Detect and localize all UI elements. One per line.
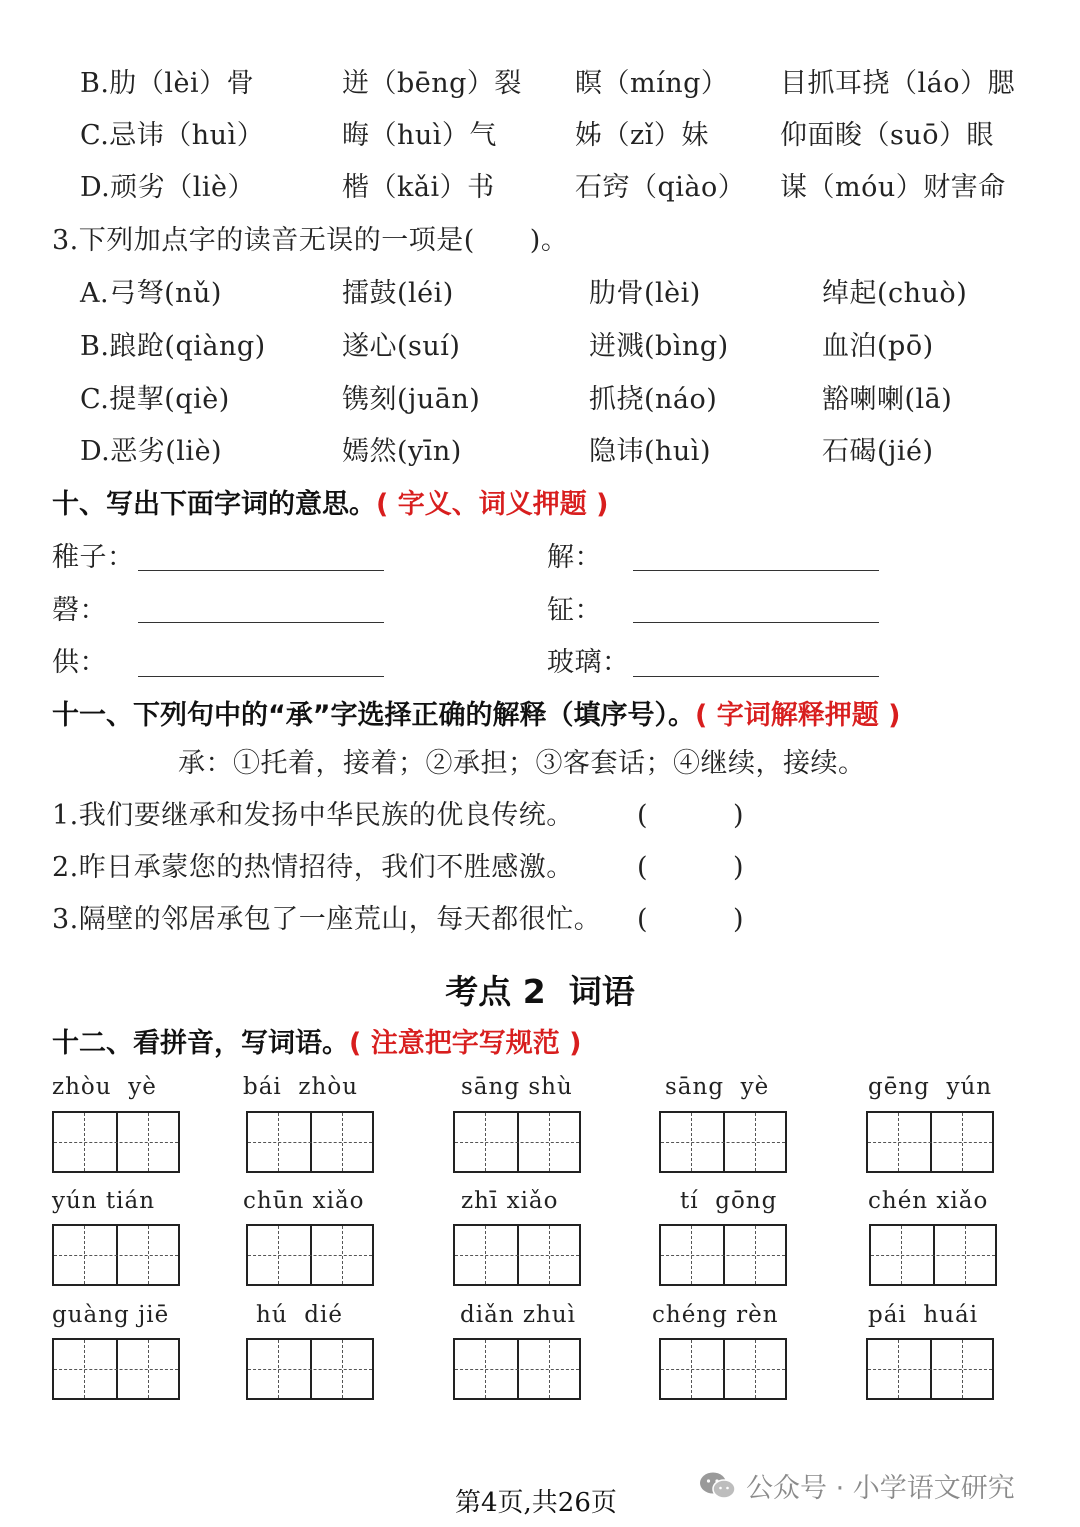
s10-answer-line-3[interactable] [138, 622, 384, 623]
s10-word-4: 钲： [547, 595, 602, 626]
q2-d-4: 谋（móu）财害命 [780, 172, 1006, 203]
section-10-title: 十、写出下面字词的意思。 [52, 489, 376, 520]
s10-word-1: 稚子： [52, 542, 135, 573]
writing-box[interactable] [246, 1338, 374, 1400]
q3-d-4: 石碣(jié) [822, 436, 934, 467]
q2-c-2: 晦（huì）气 [342, 120, 497, 151]
q3-d-3: 隐讳(huì) [589, 436, 711, 467]
pinyin-label: chūn xiǎo [243, 1188, 365, 1214]
section-10-heading [52, 488, 608, 522]
writing-box[interactable] [869, 1224, 997, 1286]
s11-definition: 承：①托着，接着；②承担；③客套话；④继续，接续。 [178, 748, 866, 779]
q3-c-2: 镌刻(juān) [342, 384, 481, 415]
pinyin-label: pái huái [868, 1302, 979, 1328]
section-12-heading [52, 1027, 581, 1061]
s10-answer-line-1[interactable] [138, 570, 384, 571]
writing-box[interactable] [453, 1224, 581, 1286]
s10-word-6: 玻璃： [547, 647, 630, 678]
q3-d-1: D.恶劣(liè) [80, 436, 223, 467]
pinyin-label: yún tián [52, 1188, 156, 1214]
q3-a-1: A.弓弩(nǔ) [80, 278, 222, 309]
s11-paren-open-2[interactable]: ( [637, 852, 649, 883]
section-12-tag: ( 注意把字写规范 ) [349, 1028, 582, 1059]
q2-c-1: C.忌讳（huì） [80, 120, 265, 151]
writing-box[interactable] [453, 1111, 581, 1173]
pinyin-label: bái zhòu [243, 1074, 359, 1100]
s11-paren-open-1[interactable]: ( [637, 800, 649, 831]
q2-b-4: 目抓耳挠（láo）腮 [780, 68, 1015, 99]
pinyin-label: gēng yún [868, 1074, 993, 1100]
pinyin-label: chén xiǎo [868, 1188, 989, 1214]
pinyin-label: zhī xiǎo [461, 1188, 559, 1214]
s10-word-2: 解： [547, 542, 602, 573]
s11-paren-close-2[interactable]: ) [733, 852, 745, 883]
pinyin-label: zhòu yè [52, 1074, 157, 1100]
q2-d-3: 石窍（qiào） [575, 172, 746, 203]
writing-box[interactable] [453, 1338, 581, 1400]
s11-sentence-3: 3.隔壁的邻居承包了一座荒山，每天都很忙。 [52, 904, 602, 935]
section-11-heading [52, 699, 900, 733]
q2-d-2: 楷（kǎi）书 [342, 172, 495, 203]
s11-sentence-2: 2.昨日承蒙您的热情招待，我们不胜感激。 [52, 852, 574, 883]
q3-question: 3.下列加点字的读音无误的一项是( )。 [52, 225, 569, 256]
pinyin-label: guàng jiē [52, 1302, 170, 1328]
pinyin-label: sāng yè [665, 1074, 770, 1100]
pinyin-label: chéng rèn [652, 1302, 779, 1328]
writing-box[interactable] [659, 1338, 787, 1400]
q2-b-1: B.肋（lèi）骨 [80, 68, 255, 99]
pinyin-label: tí gōng [680, 1188, 778, 1214]
q3-c-1: C.提挈(qiè) [80, 384, 230, 415]
q2-b-3: 瞑（míng） [575, 68, 729, 99]
writing-box[interactable] [866, 1338, 994, 1400]
pinyin-label: sāng shù [461, 1074, 573, 1100]
q2-c-3: 姊（zǐ）妹 [575, 120, 709, 151]
s10-answer-line-4[interactable] [633, 622, 879, 623]
pinyin-label: hú dié [256, 1302, 343, 1328]
q3-b-4: 血泊(pō) [822, 331, 934, 362]
kaodian-heading: 考点 2 词语 [445, 972, 635, 1011]
writing-box[interactable] [659, 1111, 787, 1173]
s10-answer-line-6[interactable] [633, 676, 879, 677]
q3-d-2: 嫣然(yīn) [342, 436, 462, 467]
wechat-icon [698, 1470, 738, 1502]
q3-c-4: 豁喇喇(lā) [822, 384, 953, 415]
writing-box[interactable] [52, 1111, 180, 1173]
q3-b-1: B.踉跄(qiàng) [80, 331, 266, 362]
q3-a-4: 绰起(chuò) [822, 278, 968, 309]
pinyin-label: diǎn zhuì [460, 1302, 577, 1328]
watermark-text: 公众号 · 小学语文研究 [746, 1473, 1015, 1504]
s10-answer-line-2[interactable] [633, 570, 879, 571]
page-number: 第4页,共26页 [455, 1488, 617, 1518]
q3-a-2: 擂鼓(léi) [342, 278, 454, 309]
writing-box[interactable] [866, 1111, 994, 1173]
s10-answer-line-5[interactable] [138, 676, 384, 677]
s11-paren-open-3[interactable]: ( [637, 904, 649, 935]
q3-c-3: 抓挠(náo) [589, 384, 718, 415]
s11-paren-close-3[interactable]: ) [733, 904, 745, 935]
s11-sentence-1: 1.我们要继承和发扬中华民族的优良传统。 [52, 800, 574, 831]
writing-box[interactable] [659, 1224, 787, 1286]
writing-box[interactable] [52, 1338, 180, 1400]
s10-word-5: 供： [52, 647, 107, 678]
q2-b-2: 迸（bēng）裂 [342, 68, 522, 99]
section-10-tag: ( 字义、词义押题 ) [376, 489, 609, 520]
section-12-title: 十二、看拼音，写词语。 [52, 1028, 349, 1059]
q3-b-3: 迸溅(bìng) [589, 331, 729, 362]
s11-paren-close-1[interactable]: ) [733, 800, 745, 831]
watermark [698, 1466, 1015, 1505]
q2-d-1: D.顽劣（liè） [80, 172, 256, 203]
q3-a-3: 肋骨(lèi) [589, 278, 701, 309]
writing-box[interactable] [246, 1111, 374, 1173]
section-11-tag: ( 字词解释押题 ) [695, 700, 901, 731]
writing-box[interactable] [52, 1224, 180, 1286]
s10-word-3: 磬： [52, 595, 107, 626]
section-11-title: 十一、下列句中的“承”字选择正确的解释（填序号）。 [52, 700, 695, 731]
q2-c-4: 仰面睃（suō）眼 [780, 120, 995, 151]
writing-box[interactable] [246, 1224, 374, 1286]
q3-b-2: 遂心(suí) [342, 331, 461, 362]
